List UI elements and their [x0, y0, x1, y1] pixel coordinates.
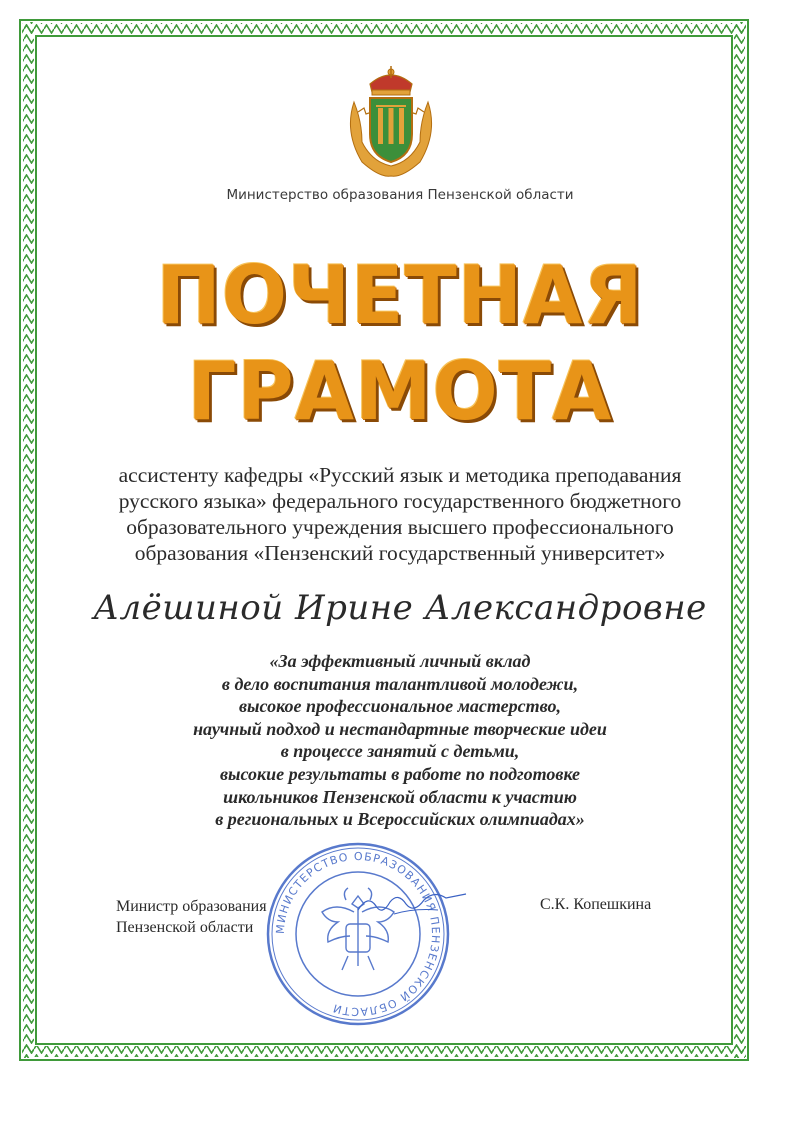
official-stamp — [262, 838, 454, 1030]
award-reason-line: в дело воспитания талантливой молодежи, — [221, 673, 579, 694]
recipient-description-line: образовательного учреждения высшего профессионального — [126, 515, 674, 539]
award-reason-line: в региональных и Всероссийских олимпиадах» — [215, 809, 585, 830]
certificate-title-line2: ГРАМОТА — [187, 345, 613, 438]
award-reason-line: школьников Пензенской области к участию — [223, 786, 577, 807]
signer-name: С.К. Копешкина — [540, 896, 652, 913]
coat-of-arms-icon — [340, 62, 442, 180]
signer-position-line: Министр образования — [116, 898, 267, 915]
award-reason-line: высокое профессиональное мастерство, — [239, 696, 561, 717]
recipient-description-line: русского языка» федерального государственного бюджетного — [118, 489, 682, 513]
award-reason-line: «За эффективный личный вклад — [269, 651, 531, 671]
recipient-name: Алёшиной Ирине Александровне — [93, 588, 707, 628]
signer-position-line: Пензенской области — [116, 919, 254, 936]
recipient-description-line: образования «Пензенский государственный университет» — [134, 541, 666, 565]
ministry-heading: Министерство образования Пензенской области — [226, 187, 574, 203]
award-reason — [120, 650, 680, 831]
certificate-title-line1: ПОЧЕТНАЯ — [156, 249, 644, 342]
stamp-ring-text: МИНИСТЕРСТВО ОБРАЗОВАНИЯ ПЕНЗЕНСКОЙ ОБЛАСТИ — [273, 849, 443, 1019]
award-reason-line: научный подход и нестандартные творческие идеи — [193, 718, 607, 739]
recipient-description — [60, 462, 740, 566]
recipient-description-line: ассистенту кафедры «Русский язык и методика преподавания — [118, 463, 682, 487]
handwritten-signature — [354, 884, 474, 924]
award-reason-line: в процессе занятий с детьми, — [280, 741, 520, 762]
award-reason-line: высокие результаты в работе по подготовке — [219, 763, 581, 784]
